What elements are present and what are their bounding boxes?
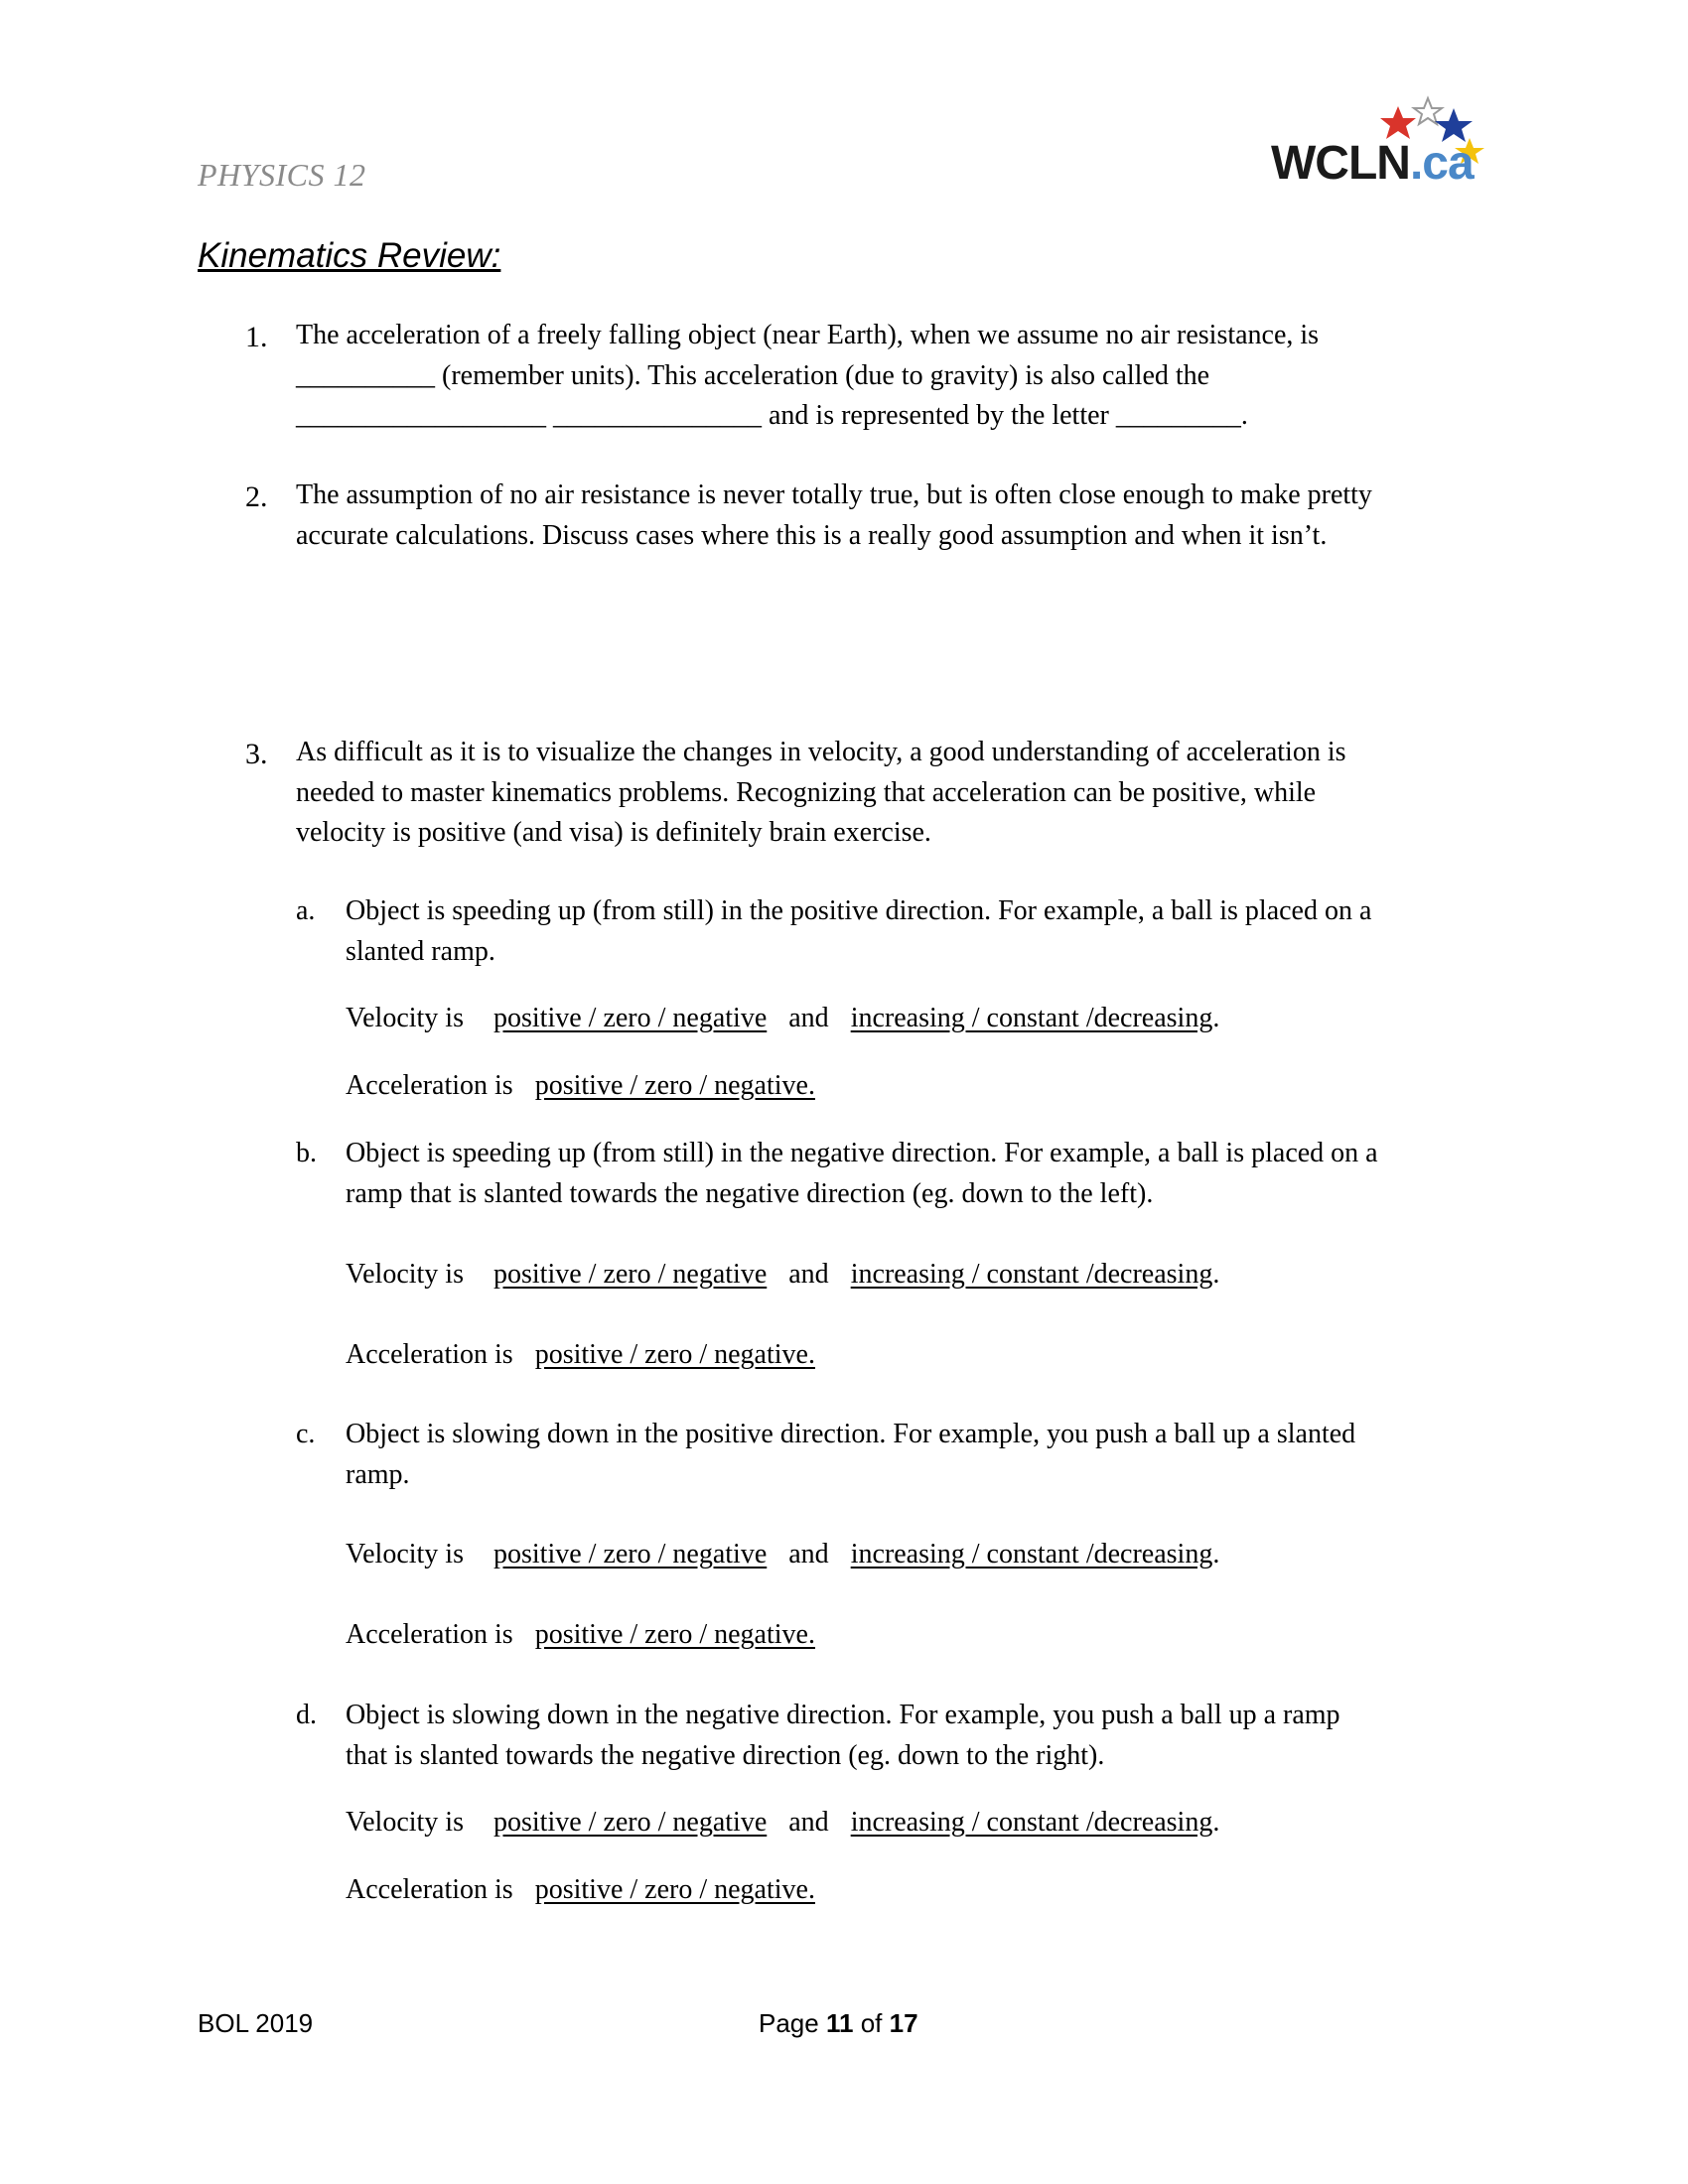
logo-text: WCLN.ca <box>1271 137 1474 190</box>
velocity-choice-row: Velocity is positive / zero / negative and increasing / constant /decreasing. <box>346 1539 1220 1570</box>
course-label: PHYSICS 12 <box>198 157 366 193</box>
velocity-options: positive / zero / negative <box>493 1003 768 1033</box>
page-number: Page 11 of 17 <box>759 2008 918 2038</box>
part-letter: d. <box>296 1700 317 1730</box>
section-title: Kinematics Review: <box>198 236 501 275</box>
trend-options: increasing / constant /decreasing <box>850 1539 1213 1570</box>
part-letter: c. <box>296 1419 316 1449</box>
velocity-choice-row: Velocity is positive / zero / negative and increasing / constant /decreasing. <box>346 1003 1220 1033</box>
part-letter: a. <box>296 895 316 926</box>
acceleration-options: positive / zero / negative. <box>534 1619 815 1650</box>
question-1-text: The acceleration of a freely falling object (near Earth), when we assume no air resistance, is __________ (remember units). This acceleration (due to gravity) is also called the __________________ _______________ and is represented by the letter _________. <box>296 320 1320 431</box>
velocity-options: positive / zero / negative <box>493 1539 768 1570</box>
acceleration-choice-row: Acceleration is positive / zero / negative. <box>346 1070 815 1101</box>
part-d-text: Object is slowing down in the negative direction. For example, you push a ball up a ramp that is slanted towards the negative direction (eg. down to the right). <box>346 1700 1340 1771</box>
acceleration-options: positive / zero / negative. <box>534 1874 815 1905</box>
velocity-choice-row: Velocity is positive / zero / negative and increasing / constant /decreasing. <box>346 1807 1220 1838</box>
velocity-options: positive / zero / negative <box>493 1259 768 1290</box>
wcln-logo <box>1271 94 1509 194</box>
acceleration-options: positive / zero / negative. <box>534 1070 815 1101</box>
part-c-text: Object is slowing down in the positive direction. For example, you push a ball up a slanted ramp. <box>346 1419 1356 1490</box>
part-b-text: Object is speeding up (from still) in the negative direction. For example, a ball is placed on a ramp that is slanted towards the negative direction (eg. down to the left). <box>346 1138 1378 1209</box>
trend-options: increasing / constant /decreasing <box>850 1259 1213 1290</box>
acceleration-options: positive / zero / negative. <box>534 1339 815 1370</box>
acceleration-choice-row: Acceleration is positive / zero / negative. <box>346 1874 815 1905</box>
trend-options: increasing / constant /decreasing <box>850 1807 1213 1838</box>
question-2-text: The assumption of no air resistance is never totally true, but is often close enough to make pretty accurate calculations. Discuss cases where this is a really good assumption and when it isn’t. <box>296 479 1372 551</box>
question-number: 1. <box>245 321 268 353</box>
question-number: 2. <box>245 480 268 513</box>
acceleration-choice-row: Acceleration is positive / zero / negative. <box>346 1339 815 1370</box>
part-a-text: Object is speeding up (from still) in the positive direction. For example, a ball is placed on a slanted ramp. <box>346 895 1372 967</box>
footer-left: BOL 2019 <box>198 2008 314 2038</box>
question-number: 3. <box>245 738 268 770</box>
acceleration-choice-row: Acceleration is positive / zero / negative. <box>346 1619 815 1650</box>
question-3-text: As difficult as it is to visualize the changes in velocity, a good understanding of acceleration is needed to master kinematics problems. Recognizing that acceleration can be positive, while velocity is positive (and visa) is definitely brain exercise. <box>296 737 1346 848</box>
trend-options: increasing / constant /decreasing <box>850 1003 1213 1033</box>
velocity-options: positive / zero / negative <box>493 1807 768 1838</box>
velocity-choice-row: Velocity is positive / zero / negative and increasing / constant /decreasing. <box>346 1259 1220 1290</box>
part-letter: b. <box>296 1138 317 1168</box>
